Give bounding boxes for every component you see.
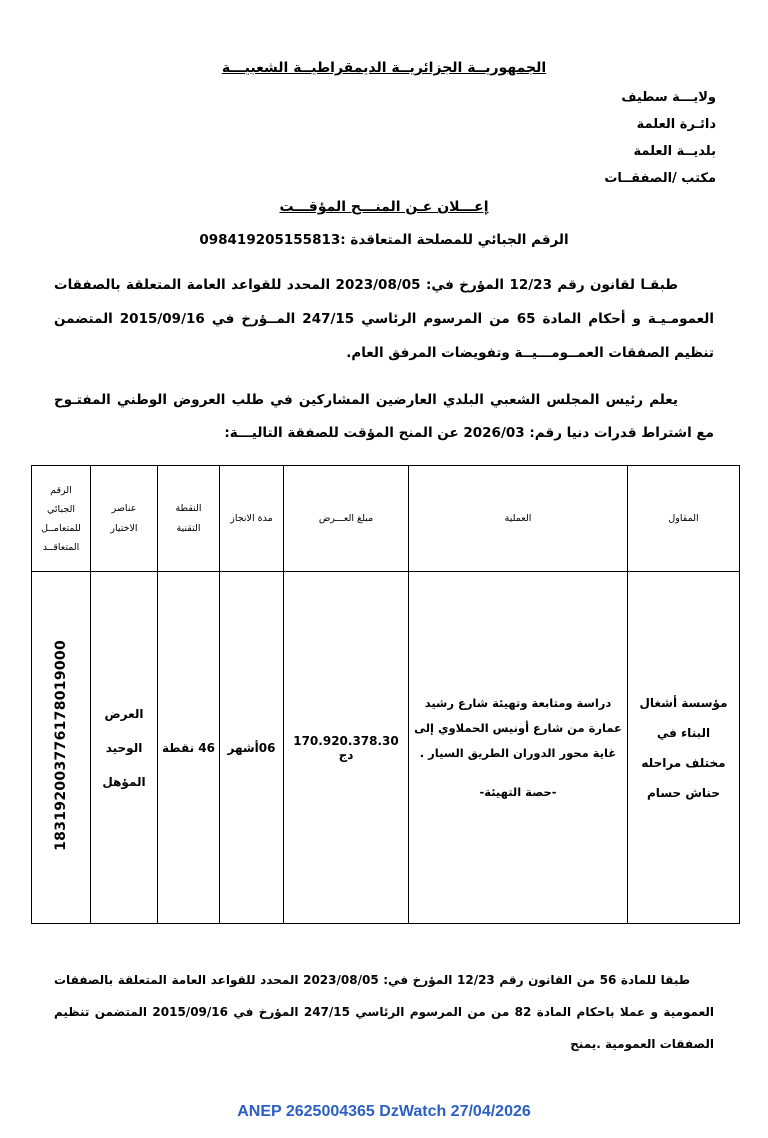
cell-tax-id [32,572,91,924]
selection-line: المؤهل [102,774,146,789]
header-selection: عناصر الاختيار [91,466,158,572]
notice-paragraph: يعلم رئيس المجلس الشعبي البلدي العارضين المشاركين في طلب العروض الوطني المفتـوح مع اشتراط قدرات دنيا رقم: 2026/03 عن المنح المؤقت للصفقة التاليـــة: [54,392,714,441]
cell-technical-score: 46 نقطة [158,572,220,924]
award-table [31,465,740,924]
fiscal-number: الرقم الجبائي للمصلحة المتعاقدة :098419205155813 [199,232,569,248]
selection-line: العرض [104,706,144,721]
announcement-title: إعـــلان عـن المنـــح المؤقـــت [279,199,489,215]
cell-operation [409,572,628,924]
cell-selection [91,572,158,924]
footer-paragraph: طبقا للمادة 56 من القانون رقم 12/23 المؤرخ في: 2023/08/05 المحدد للقواعد العامة المتعلقة بالصفقات العمومية و عملا باحكام المادة 82 من من المرسوم الرئاسي 247/15 المؤرخ في 2015/09/16 المتضمن تنظيم الصفقات العمومية .يمنح [54,973,714,1051]
republic-title: الجمهوريــة الجزائريــة الديمقراطيــة الشعبيـــة [221,60,547,76]
table-header-row [32,466,740,572]
header-commune: بلديــة العلمة [633,144,716,159]
operation-text: دراسة ومتابعة وتهيئة شارع رشيد عمارة من شارع أونيس الحملاوي إلى غاية محور الدوران الطريق السيار . [414,695,622,760]
header-wilaya: ولايـــة سطيف [621,90,716,105]
header-tax-id: الرقم الجبائي للمتعامــل المتعاقــد [32,466,91,572]
header-bid-amount: مبلغ العـــرض [284,466,409,572]
selection-line: الوحيد [105,740,143,755]
header-daira: دائـرة العلمة [636,117,716,132]
tax-id-value: 183192003776178019000 [53,640,69,851]
header-duration: مدة الانجاز [220,466,284,572]
header-operation: العملية [409,466,628,572]
cell-duration: 06أشهر [220,572,284,924]
operation-lot: -حصة التهيئة- [479,784,557,799]
table-row [32,572,740,924]
header-office: مكتب /الصفقــات [604,171,716,186]
anep-reference: ANEP 2625004365 DzWatch 27/04/2026 [237,1103,531,1120]
header-contractor: المقاول [628,466,740,572]
cell-contractor: مؤسسة أشغال البناء في مختلف مراحله حناش حسام [628,572,740,924]
legal-paragraph: طبقـا لقانون رقم 12/23 المؤرخ في: 2023/08/05 المحدد للقواعد العامة المتعلقة بالصفقات العمومـيـة و أحكام المادة 65 من المرسوم الرئاسي 247/15 المــؤرخ في 2015/09/16 المتضمن تنظيم الصفقات العمــومـــيــة وتفويضات المرفق العام. [54,277,714,361]
cell-bid-amount: 170.920.378.30 دج [284,572,409,924]
header-technical-score: النقطة التقنية [158,466,220,572]
